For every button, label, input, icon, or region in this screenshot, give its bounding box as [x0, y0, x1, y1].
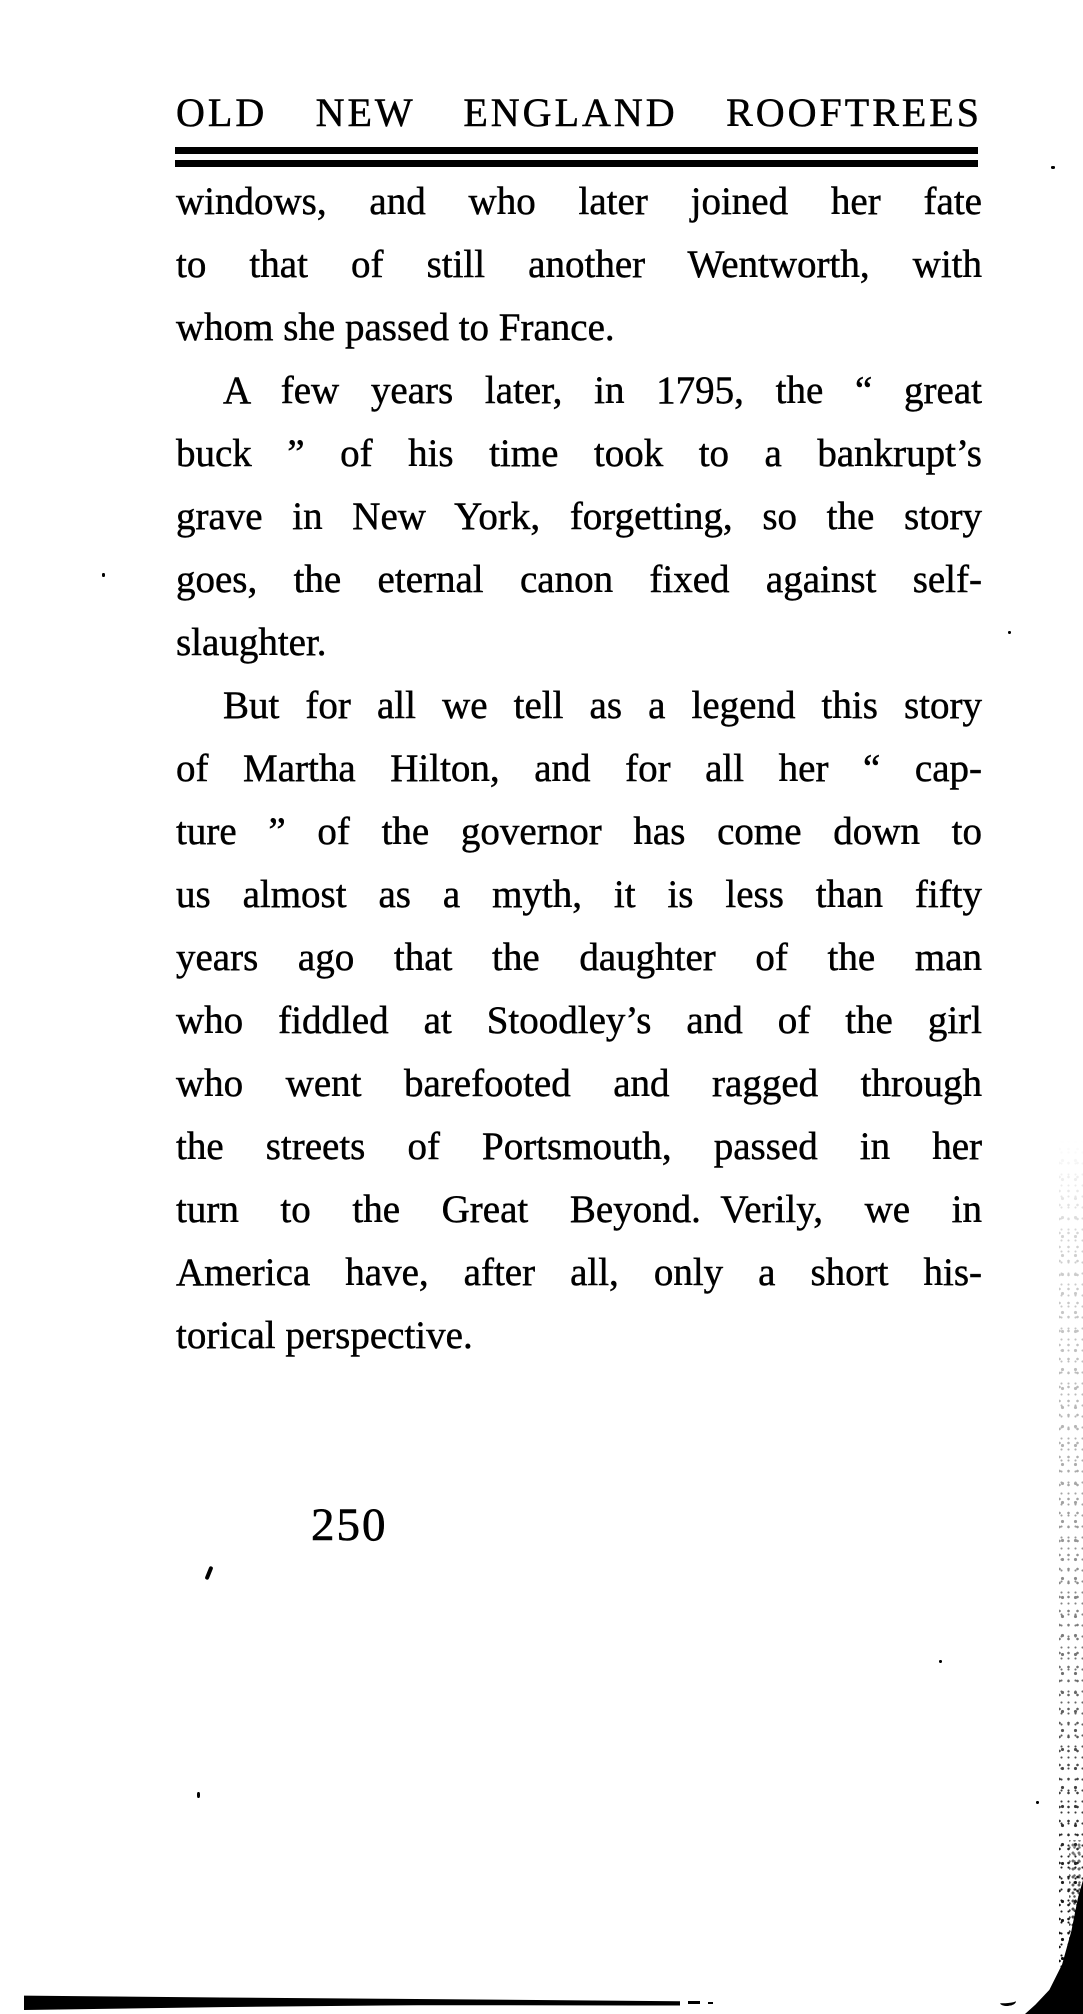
body-text [176, 170, 982, 1367]
ink-speck [102, 573, 105, 577]
text-line: who fiddled at Stoodley’s and of the girl [176, 999, 982, 1042]
text-line: ture ” of the governor has come down to [176, 810, 982, 853]
text-line: whom she passed to France. [176, 306, 615, 349]
ink-speck [939, 1660, 942, 1663]
text-line: A few years later, in 1795, the “ great [223, 369, 982, 412]
scan-bottom-edge-dash [708, 2002, 713, 2004]
text-line: buck ” of his time took to a bankrupt’s [176, 432, 982, 475]
scan-bottom-edge-bar [24, 1994, 680, 2010]
text-line: windows, and who later joined her fate [176, 180, 982, 223]
text-line: us almost as a myth, it is less than fifty [176, 873, 982, 916]
text-line: the streets of Portsmouth, passed in her [176, 1125, 982, 1168]
text-line: But for all we tell as a legend this story [223, 684, 982, 727]
page-number: 250 [311, 1499, 388, 1551]
text-line: years ago that the daughter of the man [176, 936, 982, 979]
ink-speck [1008, 631, 1011, 634]
header-double-rule [175, 147, 978, 167]
stray-pen-mark [205, 1566, 214, 1580]
text-line: of Martha Hilton, and for all her “ cap- [176, 747, 982, 790]
ink-speck [1051, 166, 1055, 169]
text-line: goes, the eternal canon fixed against self- [176, 558, 982, 601]
text-line: torical perspective. [176, 1314, 473, 1357]
ink-speck [1036, 1801, 1039, 1804]
running-head-title: OLD NEW ENGLAND ROOFTREES [176, 90, 982, 135]
scan-corner-tick [1000, 1997, 1017, 2007]
text-line: slaughter. [176, 621, 327, 664]
scan-bottom-edge-dash [688, 2001, 700, 2004]
text-line: who went barefooted and ragged through [176, 1062, 982, 1105]
ink-speck [197, 1792, 200, 1798]
text-line: to that of still another Wentworth, with [176, 243, 982, 286]
text-line: grave in New York, forgetting, so the story [176, 495, 982, 538]
text-line: America have, after all, only a short his- [176, 1251, 982, 1294]
text-line: turn to the Great Beyond. Verily, we in [176, 1188, 982, 1231]
